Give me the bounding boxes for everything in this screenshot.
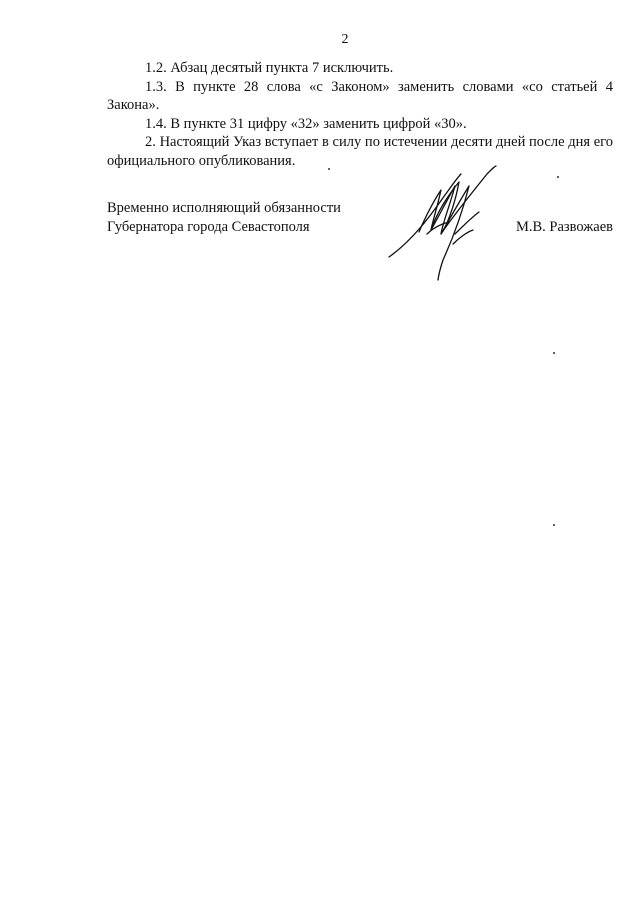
handwritten-signature-icon (383, 160, 513, 290)
signatory-title-line2: Губернатора города Севастополя (107, 218, 310, 235)
signatory-title-line1: Временно исполняющий обязанности (107, 200, 341, 216)
signatory-block (107, 199, 613, 236)
scan-speck (553, 352, 555, 354)
paragraph-2: 2. Настоящий Указ вступает в силу по истечении десяти дней после дня его официального опубликования. (107, 134, 613, 169)
paragraph-1-3: 1.3. В пункте 28 слова «с Законом» заменить словами «со статьей 4 Закона». (107, 78, 613, 113)
scan-speck (328, 168, 330, 170)
paragraph-1-4: 1.4. В пункте 31 цифру «32» заменить цифрой «30». (145, 115, 467, 132)
scan-speck (553, 524, 555, 526)
document-body (107, 59, 613, 170)
paragraph-1-2: 1.2. Абзац десятый пункта 7 исключить. (145, 60, 394, 76)
signatory-name: М.В. Развожаев (515, 218, 613, 235)
page-number: 2 (341, 32, 349, 47)
scan-speck (557, 176, 559, 178)
